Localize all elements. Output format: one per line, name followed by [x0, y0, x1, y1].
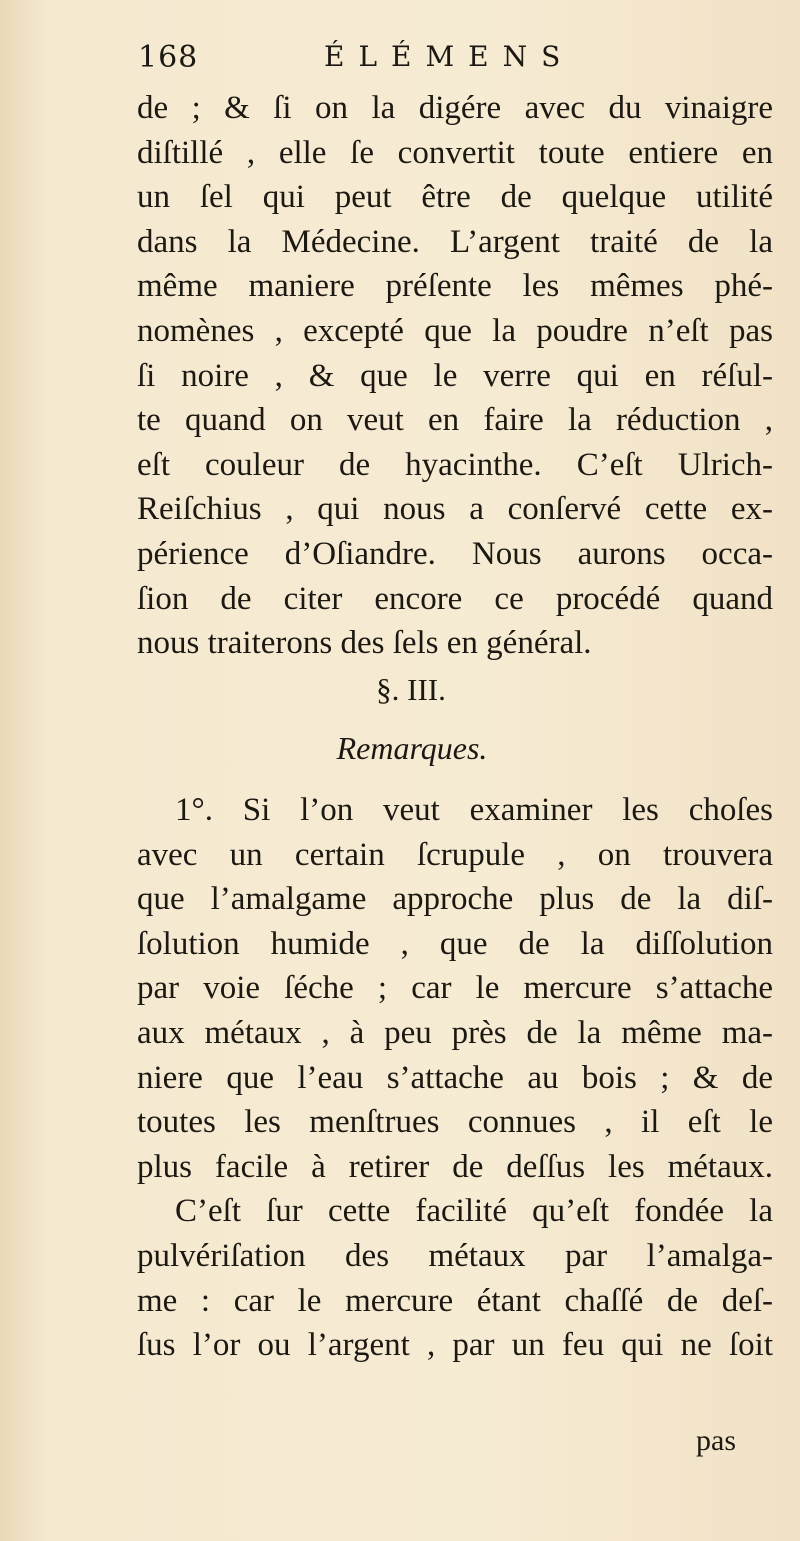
- running-title: ÉLÉMENS: [324, 40, 575, 73]
- paragraph-1: [137, 86, 773, 666]
- page-header: [138, 40, 698, 84]
- text-line: ſus l’or ou l’argent , par un feu qui ne ſoit: [137, 1327, 773, 1364]
- text-line: périence d’Oſiandre. Nous aurons occa-: [137, 535, 773, 572]
- text-line: ſolution humide , que de la diſſolution: [137, 925, 773, 962]
- text-line: nous traiterons des ſels en général.: [137, 625, 592, 662]
- text-line: aux métaux , à peu près de la même ma-: [137, 1014, 773, 1051]
- text-line: de ; & ſi on la digére avec du vinaigre: [137, 90, 773, 126]
- text-line: te quand on veut en faire la réduction ,: [137, 402, 773, 439]
- text-line: même maniere préſente les mêmes phé-: [137, 268, 773, 305]
- text-line: dans la Médecine. L’argent traité de la: [137, 223, 773, 260]
- text-line: C’eſt ſur cette facilité qu’eſt fondée la: [175, 1193, 773, 1230]
- text-line: eſt couleur de hyacinthe. C’eſt Ulrich-: [137, 446, 773, 483]
- text-line: nomènes , excepté que la poudre n’eſt pas: [137, 312, 773, 349]
- text-line: pulvériſation des métaux par l’amalga-: [137, 1237, 773, 1274]
- paragraph-2: [137, 788, 773, 1368]
- text-line: toutes les menſtrues connues , il eſt le: [137, 1104, 773, 1141]
- section-title: Remarques.: [336, 730, 488, 766]
- text-line: niere que l’eau s’attache au bois ; & de: [137, 1059, 773, 1096]
- page-number: 168: [138, 40, 199, 75]
- text-line: ſi noire , & que le verre qui en réſul-: [137, 357, 773, 394]
- text-line: diſtillé , elle ſe convertit toute entiere en: [137, 134, 773, 171]
- text-line: un ſel qui peut être de quelque utilité: [137, 179, 773, 216]
- text-line: me : car le mercure étant chaſſé de deſ-: [137, 1282, 773, 1319]
- text-line: Reiſchius , qui nous a conſervé cette ex-: [137, 491, 773, 528]
- text-line: que l’amalgame approche plus de la diſ-: [137, 881, 773, 918]
- text-line: avec un certain ſcrupule , on trouvera: [137, 836, 773, 873]
- text-line: plus facile à retirer de deſſus les métaux.: [137, 1148, 773, 1185]
- text-line: 1°. Si l’on veut examiner les choſes: [175, 792, 773, 828]
- text-line: par voie ſéche ; car le mercure s’attache: [137, 970, 773, 1007]
- section-number: §. III.: [376, 672, 446, 707]
- catchword: pas: [696, 1424, 736, 1457]
- text-line: ſion de citer encore ce procédé quand: [137, 580, 773, 617]
